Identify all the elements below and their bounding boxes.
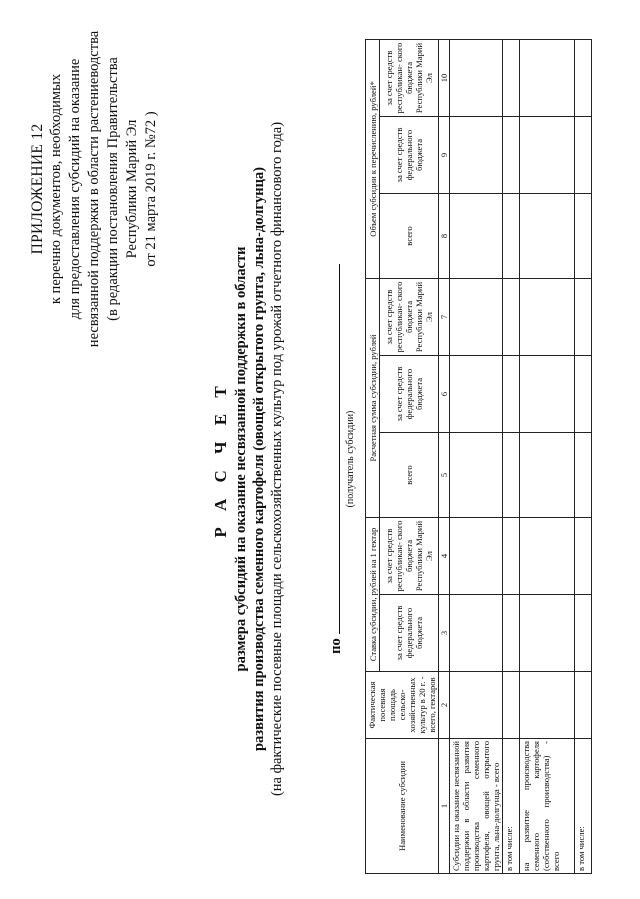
table-cell[interactable]	[450, 117, 503, 194]
table-cell[interactable]	[450, 518, 503, 595]
table-cell[interactable]	[450, 194, 503, 279]
table-row	[575, 40, 592, 874]
table-cell[interactable]	[520, 595, 575, 672]
table-cell[interactable]	[520, 433, 575, 518]
column-number-row	[439, 40, 450, 874]
subheader-federal: за счет средств федерального бюджета	[380, 356, 439, 433]
column-number: 6	[439, 356, 450, 433]
document-subtitle: развития производства семенного картофеля (овощей открытого грунта, льна-долгунца)	[251, 166, 267, 752]
table-cell[interactable]	[503, 356, 520, 433]
subheader-total: всего	[380, 433, 439, 518]
table-row	[450, 40, 503, 874]
table-cell[interactable]	[503, 194, 520, 279]
recipient-caption: (получатель субсидии)	[345, 410, 356, 508]
appendix-line: (в редакции постановления Правительства	[105, 57, 121, 321]
table-cell[interactable]	[450, 595, 503, 672]
subheader-republic: за счет средств республикан- ского бюджета Республики Марий Эл	[380, 40, 439, 117]
subheader-republic: за счет средств республикан- ского бюджета Республики Марий Эл	[380, 279, 439, 356]
table-cell[interactable]	[575, 595, 592, 672]
table-cell[interactable]	[575, 279, 592, 356]
table-cell[interactable]	[503, 117, 520, 194]
appendix-line: для предоставления субсидий на оказание	[67, 58, 83, 320]
table-cell[interactable]	[450, 40, 503, 117]
table-row	[520, 40, 575, 874]
header-calc: Расчетная сумма субсидии, рублей	[366, 279, 380, 518]
table-cell[interactable]	[450, 356, 503, 433]
subheader-federal: за счет средств федерального бюджета	[380, 595, 439, 672]
subheader-federal: за счет средств федерального бюджета	[380, 117, 439, 194]
appendix-line: к перечню документов, необходимых	[48, 73, 64, 305]
appendix-title: ПРИЛОЖЕНИЕ 12	[29, 123, 46, 255]
table-cell[interactable]	[503, 518, 520, 595]
document-subtitle: размера субсидий на оказание несвязанной поддержки в области	[233, 246, 249, 672]
table-cell[interactable]	[503, 40, 520, 117]
table-cell[interactable]	[575, 672, 592, 739]
subheader-republic: за счет средств республикан- ского бюджета Республики Марий Эл	[380, 518, 439, 595]
column-number: 1	[439, 739, 450, 874]
table-cell[interactable]	[575, 117, 592, 194]
column-number: 9	[439, 117, 450, 194]
table-cell[interactable]	[520, 117, 575, 194]
table-cell[interactable]	[520, 672, 575, 739]
appendix-line: несвязанной поддержки в области растениеводства	[86, 30, 102, 348]
row-label: в том числе:	[575, 739, 592, 874]
document-title: Р А С Ч Е Т	[211, 380, 230, 538]
recipient-blank-line[interactable]	[325, 264, 340, 634]
table-cell[interactable]	[503, 433, 520, 518]
subheader-total: всего	[380, 194, 439, 279]
table-row	[503, 40, 520, 874]
column-number: 10	[439, 40, 450, 117]
table-header-row	[366, 40, 380, 874]
column-number: 2	[439, 672, 450, 739]
table-cell[interactable]	[575, 40, 592, 117]
header-rate: Ставка субсидии, рублей на 1 гектар	[366, 518, 380, 672]
column-number: 4	[439, 518, 450, 595]
table-cell[interactable]	[503, 595, 520, 672]
column-number: 7	[439, 279, 450, 356]
row-label: в том числе:	[503, 739, 520, 874]
column-number: 5	[439, 433, 450, 518]
table-cell[interactable]	[575, 356, 592, 433]
header-area: Фактическая посевная площадь сельско- хозяйственных культур в 20 г. - всего, гектаров	[366, 672, 439, 739]
subsidy-table	[365, 39, 592, 874]
row-label: на развитие производства семенного картофеля (собственного производства) - всего	[520, 739, 575, 874]
column-number: 3	[439, 595, 450, 672]
table-cell[interactable]	[520, 518, 575, 595]
table-cell[interactable]	[520, 194, 575, 279]
table-cell[interactable]	[520, 279, 575, 356]
table-cell[interactable]	[520, 356, 575, 433]
table-cell[interactable]	[575, 518, 592, 595]
table-cell[interactable]	[520, 40, 575, 117]
table-cell[interactable]	[503, 672, 520, 739]
recipient-row	[325, 39, 345, 879]
column-number: 8	[439, 194, 450, 279]
document-header	[210, 39, 286, 879]
table-cell[interactable]	[575, 433, 592, 518]
appendix-block	[28, 24, 161, 354]
appendix-line: Республики Марий Эл	[124, 119, 140, 259]
table-cell[interactable]	[575, 194, 592, 279]
appendix-date-line: от 21 марта 2019 г. №72 )	[143, 111, 159, 267]
header-transfer: Объем субсидии к перечислению, рублей*	[366, 40, 380, 279]
table-cell[interactable]	[450, 672, 503, 739]
table-cell[interactable]	[450, 279, 503, 356]
table-cell[interactable]	[450, 433, 503, 518]
po-label: по	[328, 638, 344, 654]
document-note: (на фактические посевные площади сельскохозяйственных культур под урожай отчетного финансового года)	[269, 121, 285, 797]
table-cell[interactable]	[503, 279, 520, 356]
row-label: Субсидии на оказание несвязанной поддержки в области развития производства семенного картофеля, овощей открытого грунта, льна-долгунца - всего	[450, 739, 503, 874]
header-name: Наименование субсидии	[366, 739, 439, 874]
